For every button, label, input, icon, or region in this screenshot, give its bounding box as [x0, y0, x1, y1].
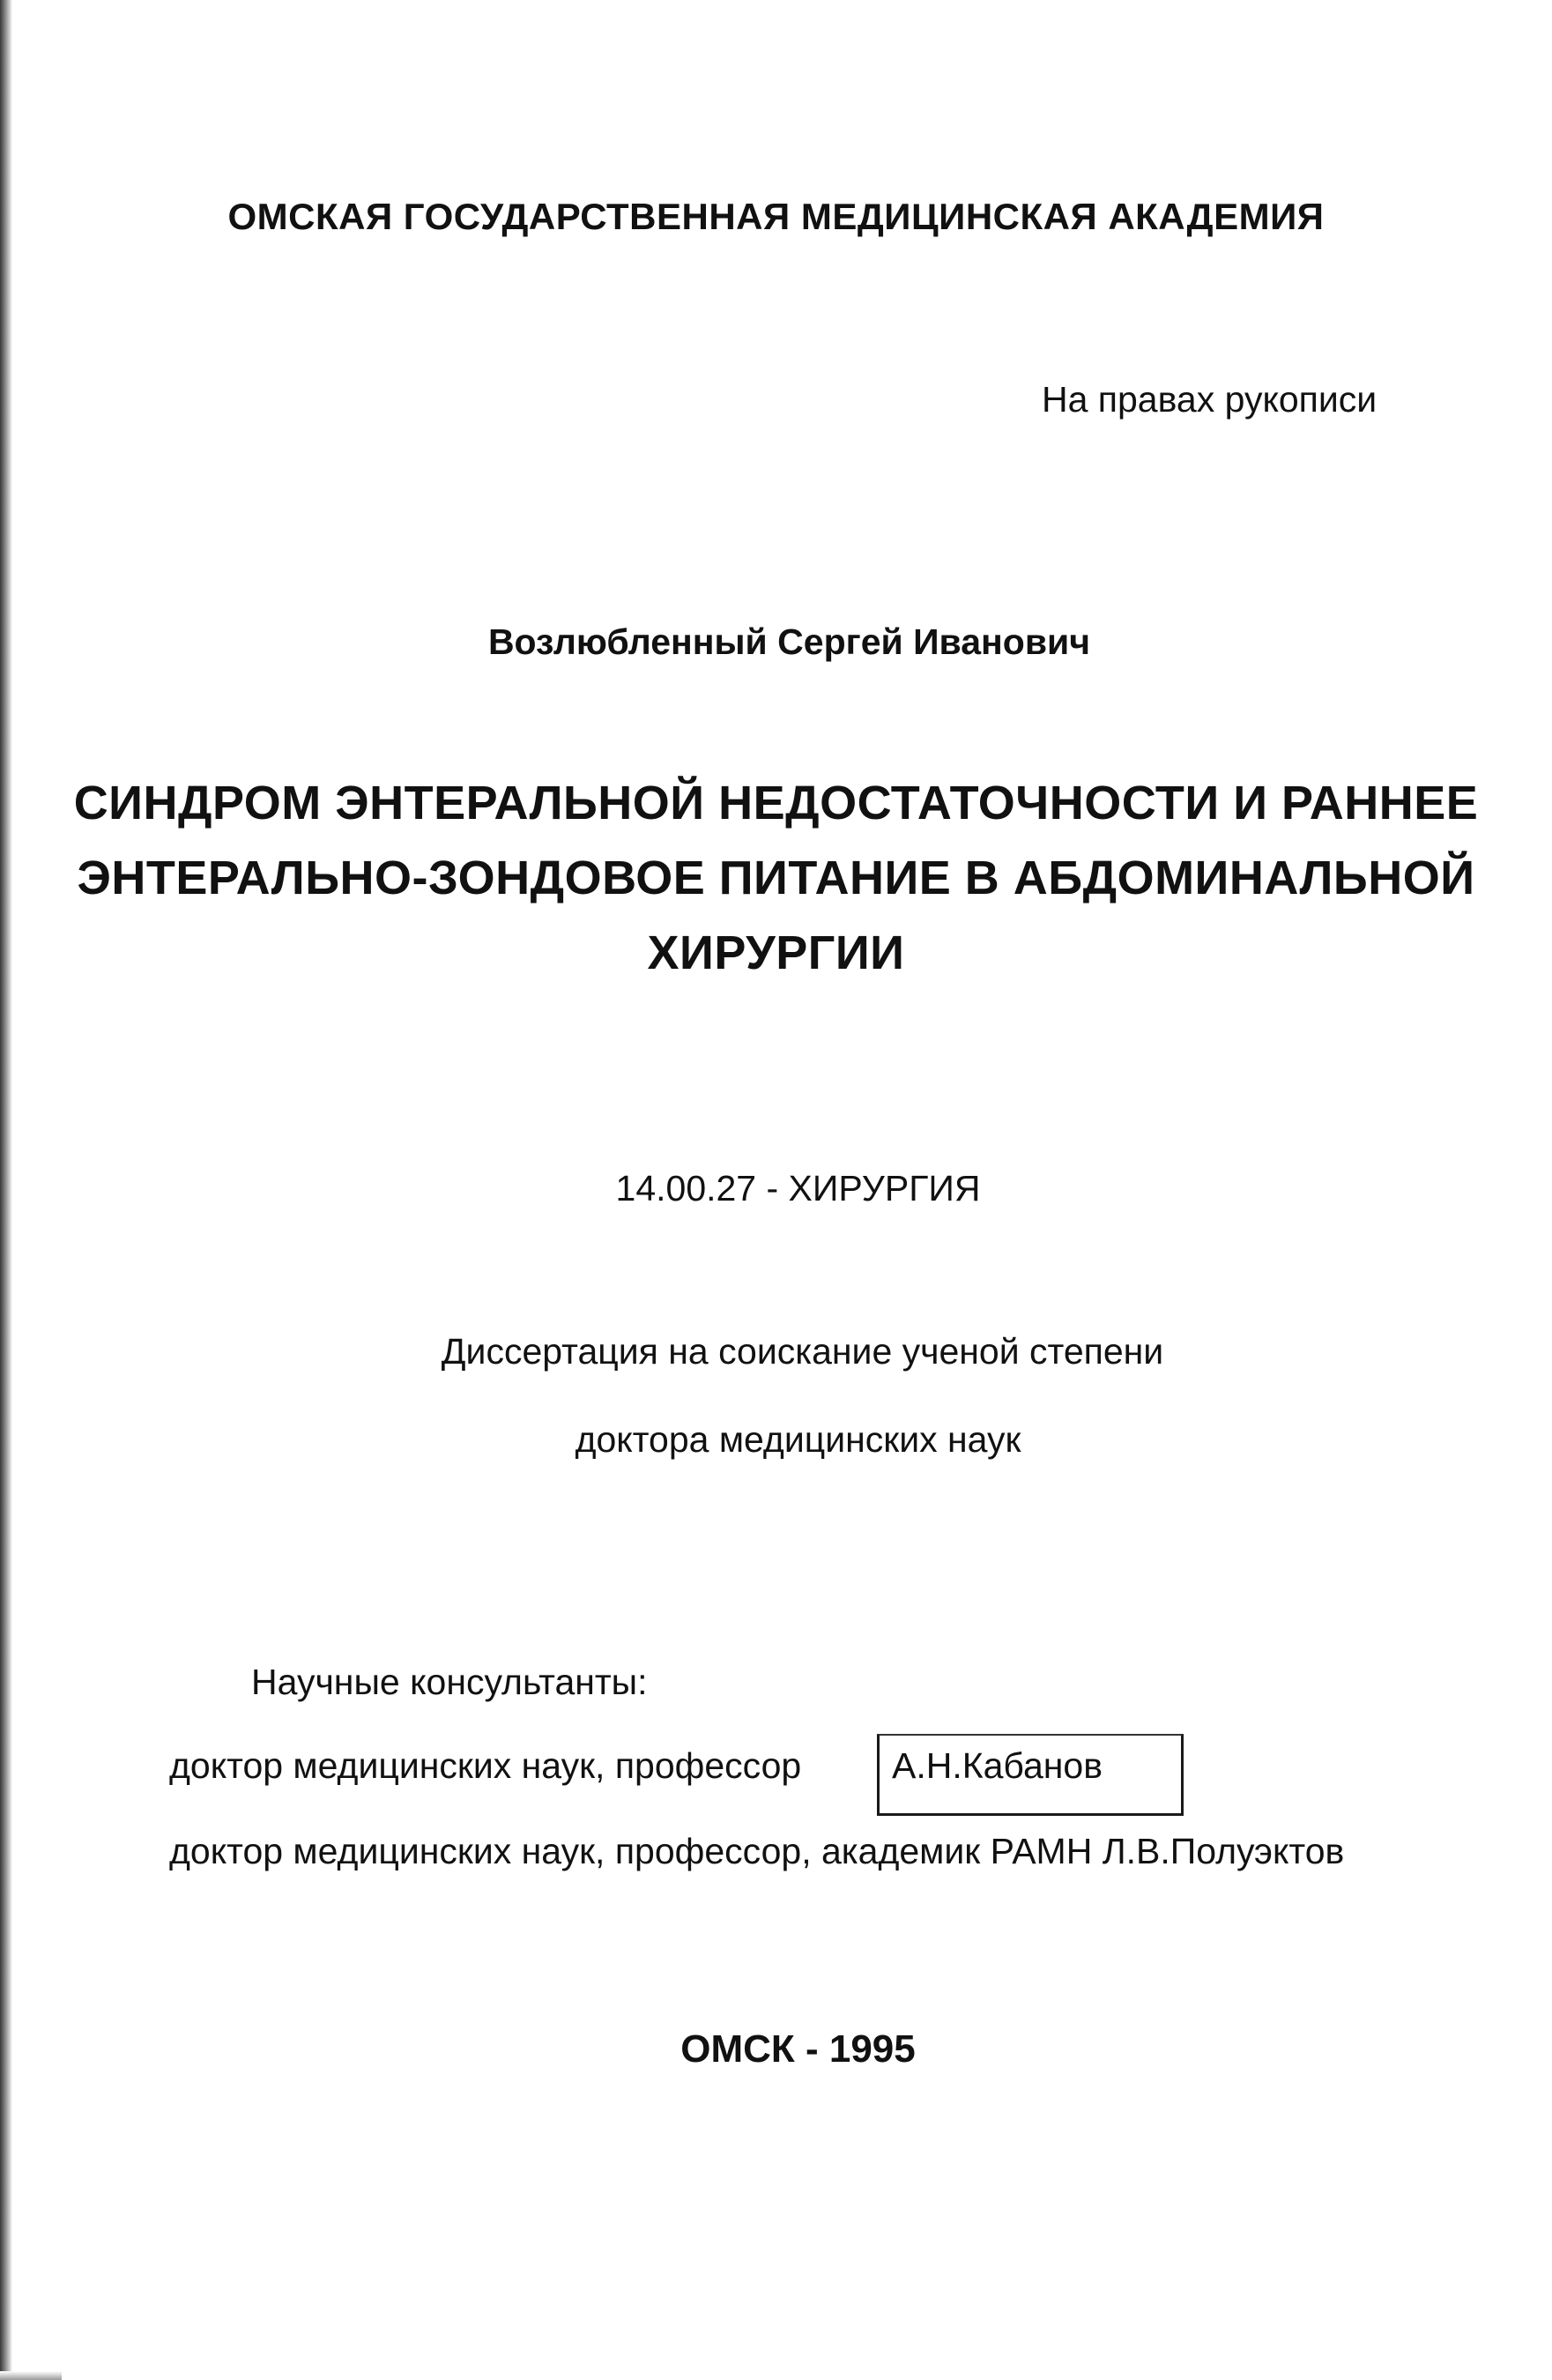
- manuscript-note: На правах рукописи: [1042, 379, 1377, 420]
- scan-edge-bottom: [0, 2371, 62, 2380]
- institution-name: ОМСКАЯ ГОСУДАРСТВЕННАЯ МЕДИЦИНСКАЯ АКАДЕМИЯ: [227, 196, 1325, 237]
- specialty-code: 14.00.27 - ХИРУРГИЯ: [615, 1168, 981, 1209]
- dissertation-title-line: СИНДРОМ ЭНТЕРАЛЬНОЙ НЕДОСТАТОЧНОСТИ И РАННЕЕ: [73, 777, 1479, 829]
- consultants-heading: Научные консультанты:: [251, 1662, 648, 1702]
- dissertation-title-line: ХИРУРГИИ: [647, 926, 905, 979]
- author-name: Возлюбленный Сергей Иванович: [487, 621, 1091, 662]
- degree-line: Диссертация на соискание ученой степени: [441, 1331, 1164, 1372]
- consultant-role: доктор медицинских наук, профессор: [169, 1745, 802, 1786]
- city-year: ОМСК - 1995: [680, 2027, 916, 2071]
- consultant-second: доктор медицинских наук, профессор, академик РАМН Л.В.Полуэктов: [169, 1831, 1345, 1871]
- dissertation-title-line: ЭНТЕРАЛЬНО-ЗОНДОВОЕ ПИТАНИЕ В АБДОМИНАЛЬНОЙ: [77, 852, 1475, 904]
- degree-line: доктора медицинских наук: [575, 1419, 1021, 1460]
- consultant-name: А.Н.Кабанов: [892, 1745, 1103, 1786]
